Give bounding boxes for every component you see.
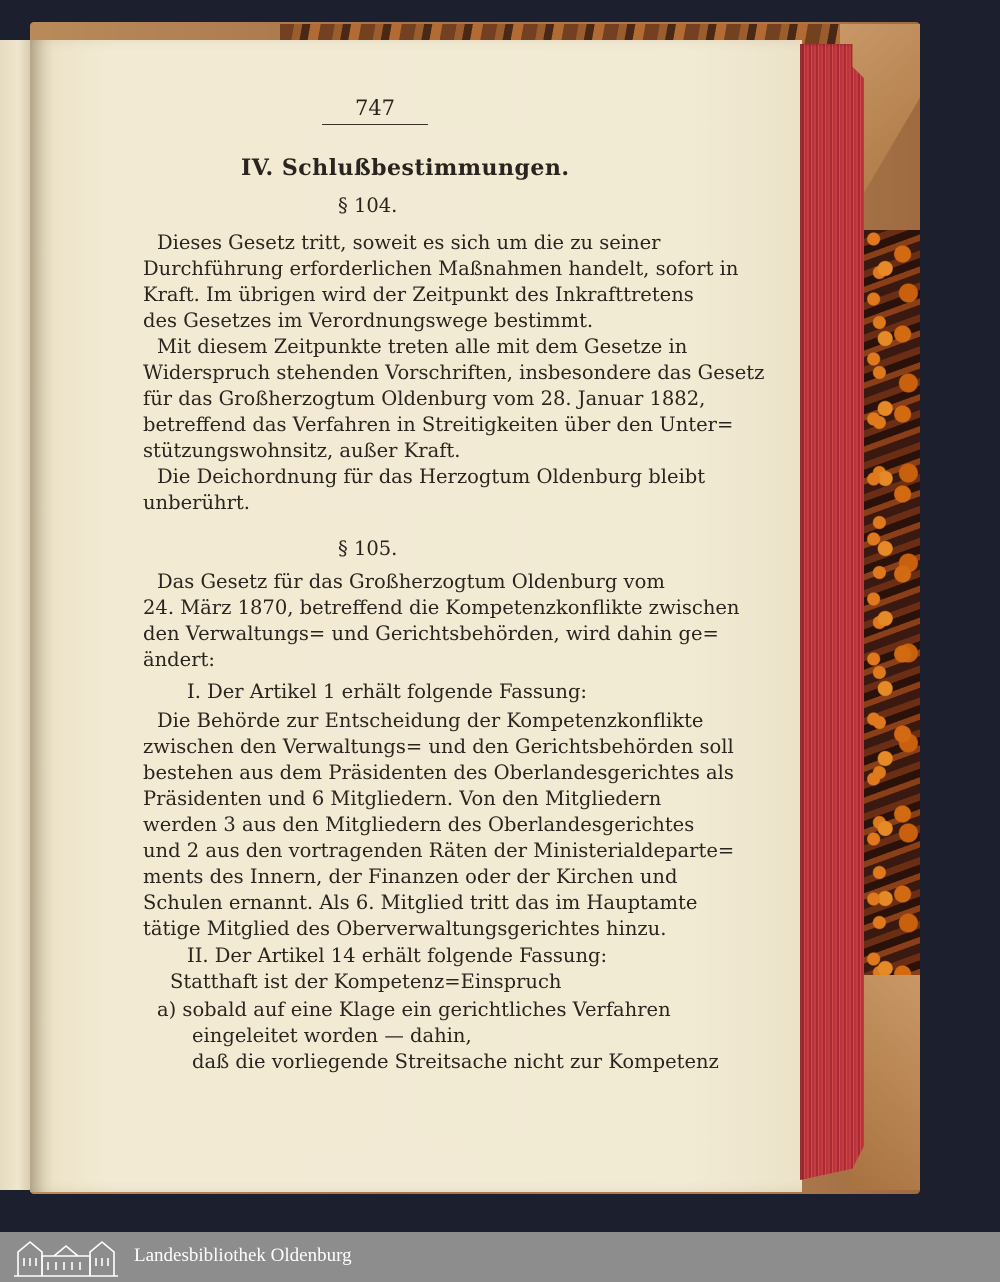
page-number: 747	[354, 96, 396, 120]
text-line: Die Deichordnung für das Herzogtum Oldenburg bleibt	[157, 465, 706, 488]
text-line: betreffend das Verfahren in Streitigkeiten über den Unter=	[143, 413, 734, 436]
text-line: tätige Mitglied des Oberverwaltungsgerichtes hinzu.	[143, 917, 667, 940]
text-line: bestehen aus dem Präsidenten des Oberlandesgerichtes als	[143, 761, 734, 784]
text-line: 24. März 1870, betreffend die Kompetenzkonflikte zwischen	[143, 596, 740, 619]
paragraph-title-104: § 104.	[338, 194, 398, 217]
text-line: Die Behörde zur Entscheidung der Kompetenzkonflikte	[157, 709, 704, 732]
text-line: daß die vorliegende Streitsache nicht zur Kompetenz	[192, 1050, 719, 1073]
text-line: und 2 aus den vortragenden Räten der Ministerialdeparte=	[143, 839, 735, 862]
red-page-edges	[800, 44, 864, 1180]
text-line: ments des Innern, der Finanzen oder der Kirchen und	[143, 865, 678, 888]
library-name: Landesbibliothek Oldenburg	[134, 1245, 352, 1266]
text-line: Schulen ernannt. Als 6. Mitglied tritt das im Hauptamte	[143, 891, 698, 914]
text-line: a) sobald auf eine Klage ein gerichtliches Verfahren	[157, 998, 671, 1021]
text-line: Statthaft ist der Kompetenz=Einspruch	[170, 970, 562, 993]
cover-marbled-panel	[862, 230, 920, 975]
text-line: des Gesetzes im Verordnungswege bestimmt.	[143, 309, 594, 332]
text-line: Durchführung erforderlichen Maßnahmen handelt, sofort in	[143, 257, 739, 280]
library-building-icon	[10, 1236, 122, 1278]
section-heading: IV. Schlußbestimmungen.	[241, 155, 570, 181]
text-line: unberührt.	[143, 491, 250, 514]
text-line: Dieses Gesetz tritt, soweit es sich um die zu seiner	[157, 231, 661, 254]
text-line: I. Der Artikel 1 erhält folgende Fassung:	[187, 680, 587, 703]
text-line: Widerspruch stehenden Vorschriften, insbesondere das Gesetz	[143, 361, 765, 384]
text-line: stützungswohnsitz, außer Kraft.	[143, 439, 461, 462]
text-line: für das Großherzogtum Oldenburg vom 28. Januar 1882,	[143, 387, 706, 410]
footer-bar	[0, 1232, 1000, 1282]
text-line: II. Der Artikel 14 erhält folgende Fassung:	[187, 944, 608, 967]
text-line: Das Gesetz für das Großherzogtum Oldenburg vom	[157, 570, 665, 593]
text-line: werden 3 aus den Mitgliedern des Oberlandesgerichtes	[143, 813, 695, 836]
text-line: den Verwaltungs= und Gerichtsbehörden, wird dahin ge=	[143, 622, 719, 645]
text-line: Mit diesem Zeitpunkte treten alle mit dem Gesetze in	[157, 335, 688, 358]
text-line: Kraft. Im übrigen wird der Zeitpunkt des Inkrafttretens	[143, 283, 694, 306]
text-line: zwischen den Verwaltungs= und den Gerichtsbehörden soll	[143, 735, 734, 758]
left-page-edge	[0, 40, 30, 1190]
text-line: ändert:	[143, 648, 215, 671]
paragraph-title-105: § 105.	[338, 537, 398, 560]
text-line: eingeleitet worden — dahin,	[192, 1024, 472, 1047]
text-line: Präsidenten und 6 Mitgliedern. Von den Mitgliedern	[143, 787, 662, 810]
page-number-rule	[322, 124, 428, 125]
